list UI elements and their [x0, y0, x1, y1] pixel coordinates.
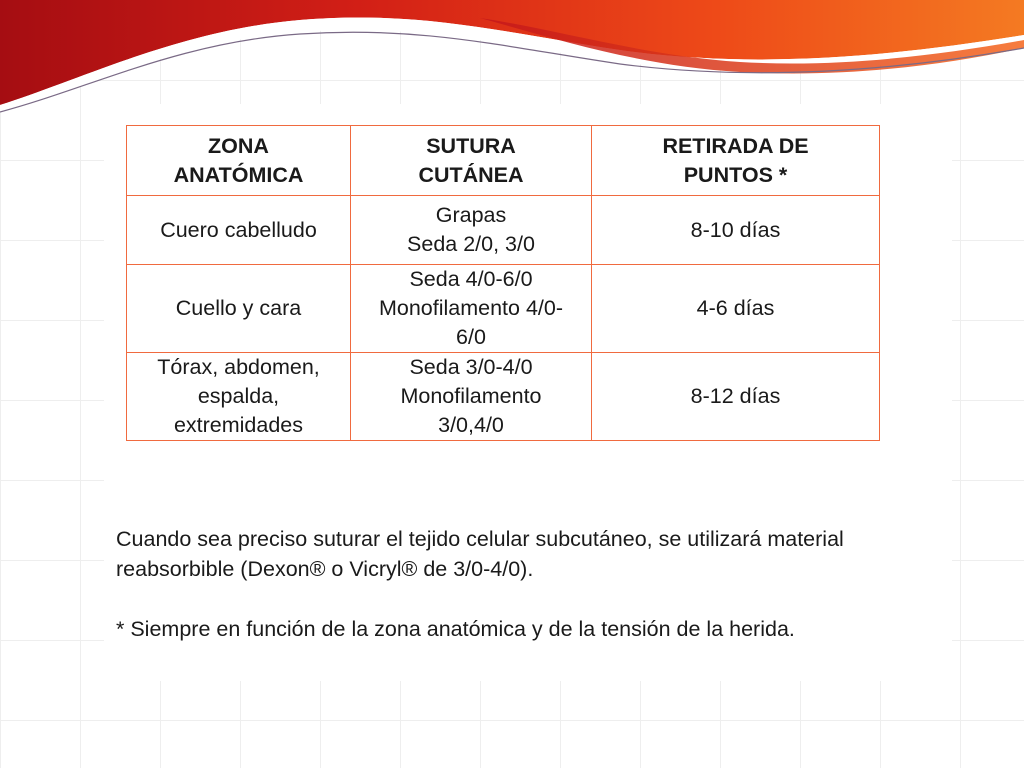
table-header-row — [127, 126, 880, 196]
cell-sutura: Seda 4/0-6/0 Monofilamento 4/0- 6/0 — [351, 265, 592, 353]
cell-retirada: 8-12 días — [592, 353, 880, 441]
footnote: * Siempre en función de la zona anatómica y de la tensión de la herida. — [116, 616, 795, 641]
header-zona-anatomica: ZONA ANATÓMICA — [127, 126, 351, 196]
header-retirada-puntos: RETIRADA DE PUNTOS * — [592, 126, 880, 196]
table-row — [127, 265, 880, 353]
suture-table — [126, 125, 880, 441]
cell-sutura: Grapas Seda 2/0, 3/0 — [351, 196, 592, 265]
table-row — [127, 353, 880, 441]
cell-zona: Cuero cabelludo — [127, 196, 351, 265]
table-row — [127, 196, 880, 265]
cell-zona: Cuello y cara — [127, 265, 351, 353]
cell-retirada: 4-6 días — [592, 265, 880, 353]
cell-zona: Tórax, abdomen, espalda, extremidades — [127, 353, 351, 441]
cell-sutura: Seda 3/0-4/0 Monofilamento 3/0,4/0 — [351, 353, 592, 441]
subcutaneous-note: Cuando sea preciso suturar el tejido celular subcutáneo, se utilizará material reabsorbible (Dexon® o Vicryl® de 3/0-4/0). — [116, 526, 844, 581]
header-sutura-cutanea: SUTURA CUTÁNEA — [351, 126, 592, 196]
cell-retirada: 8-10 días — [592, 196, 880, 265]
